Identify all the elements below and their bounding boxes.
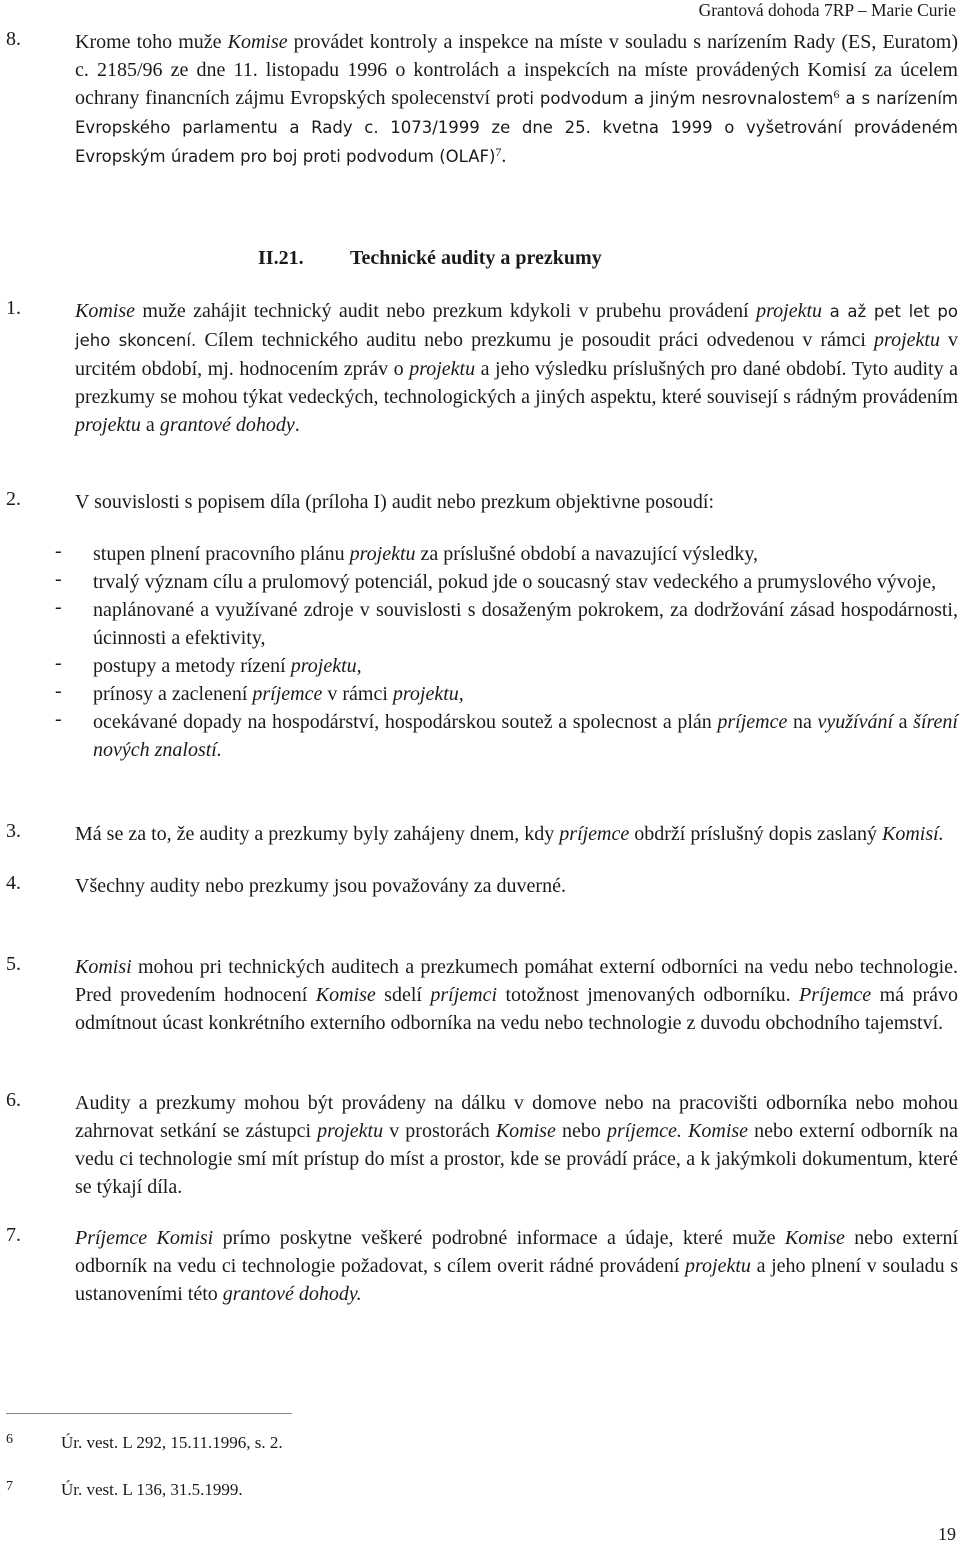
list-item: [55, 596, 958, 652]
text-run: v rámci: [322, 683, 393, 705]
paragraph-3: [6, 820, 958, 848]
text-run-italic: grantové dohody.: [222, 1283, 362, 1305]
list-bullet: -: [55, 652, 62, 674]
footnote-separator: [6, 1413, 292, 1414]
text-run-italic: Komise: [784, 1227, 845, 1249]
footnote-ref: 7: [495, 145, 502, 159]
text-run-italic: príjemce: [717, 711, 788, 733]
text-run: v prostorách: [383, 1120, 496, 1142]
section-heading: [258, 247, 602, 270]
section-title: Technické audity a prezkumy: [350, 247, 602, 269]
text-run: Cílem technického auditu nebo prezkumu je posoudit práci odvedenou v rámci: [204, 329, 875, 351]
paragraph-text: [75, 953, 958, 1037]
text-run: na: [787, 711, 818, 733]
text-run-italic: Komise: [315, 984, 376, 1006]
text-run-italic: Komise: [227, 31, 288, 53]
paragraph-text: [75, 28, 958, 171]
footnote: [6, 1432, 283, 1453]
text-run-italic: šírení nových znalostí.: [93, 711, 958, 761]
text-run-italic: projektu: [685, 1255, 751, 1277]
text-run: nebo: [555, 1120, 607, 1142]
text-run: nebo externí odborník na vedu ci technologie smí mít prístup do míst a prostor, kde se provádí práce, a k jakýmkoli dokumentum, které se týkají díla.: [75, 1120, 959, 1198]
text-run-italic: projektu: [349, 543, 416, 565]
paragraph-number: 1.: [6, 297, 21, 319]
paragraph-text: [75, 1089, 958, 1201]
text-run: Audity a prezkumy mohou být provádeny na dálku v domove nebo na pracovišti odborníka nebo mohou zahrnovat setkání se zástupci: [75, 1092, 958, 1142]
text-run: má právo odmítnout úcast konkrétního externího odborníka na vedu nebo technologie z duvodu obchodního tajemství.: [75, 984, 958, 1034]
footnote-text: Úr. vest. L 292, 15.11.1996, s. 2.: [61, 1433, 283, 1452]
paragraph-number: 3.: [6, 820, 21, 842]
text-run-italic: projektu,: [290, 655, 362, 677]
text-run: nebo externí odborník na vedu ci technologie požadovat, s cílem overit rádné provádení: [75, 1227, 959, 1277]
text-run-italic: Komisi: [75, 956, 132, 978]
list-item-text: naplánované a využívané zdroje v souvislosti s dosaženým pokrokem, za dodržování zásad hospodárnosti, úcinnosti a efektivity,: [93, 599, 958, 649]
list-item-text: trvalý význam cílu a prulomový potenciál, pokud jde o soucasný stav vedeckého a prumyslového vývoje,: [93, 571, 937, 593]
list-item: [55, 708, 958, 764]
text-run: proti podvodum a jiným nesrovnalostem: [495, 89, 834, 108]
text-run-italic: Komise: [75, 300, 135, 322]
text-run: a jeho výsledku príslušných pro dané období. Tyto audity a prezkumy se mohou týkat vedeckých, technologických a jiných aspektu, které souvisejí s rádným provádením: [75, 358, 958, 408]
list-bullet: -: [55, 596, 62, 618]
list-item: [55, 652, 958, 680]
text-run-italic: príjemce: [559, 823, 630, 845]
text-run: prímo poskytne veškeré podrobné informace a údaje, které muže: [213, 1227, 785, 1249]
text-run-italic: Komise: [495, 1120, 556, 1142]
text-run-italic: príjemce: [252, 683, 323, 705]
paragraph-text: [75, 297, 958, 439]
text-run: sdelí: [375, 984, 431, 1006]
footnote-ref: 6: [833, 87, 840, 101]
text-run: stupen plnení pracovního plánu: [93, 543, 350, 565]
text-run-italic: príjemci: [430, 984, 498, 1006]
text-run: za príslušné období a navazující výsledky,: [415, 543, 759, 565]
footnote-number: 7: [6, 1479, 13, 1494]
paragraph-4: [6, 872, 958, 900]
paragraph-number: 4.: [6, 872, 21, 894]
text-run-italic: grantové dohody: [159, 414, 295, 436]
text-run: Má se za to, že audity a prezkumy byly zahájeny dnem, kdy: [75, 823, 560, 845]
text-run-italic: projektu: [317, 1120, 384, 1142]
text-run-italic: projektu: [409, 358, 476, 380]
footnote: [6, 1479, 243, 1500]
list-bullet: -: [55, 540, 62, 562]
paragraph-8: [6, 28, 958, 171]
text-run-italic: projektu: [874, 329, 940, 351]
text-run-italic: Komisí.: [882, 823, 944, 845]
footnote-text: Úr. vest. L 136, 31.5.1999.: [61, 1480, 243, 1499]
list-bullet: -: [55, 680, 62, 702]
section-number: II.21.: [258, 247, 304, 269]
text-run-italic: príjemce.: [606, 1120, 682, 1142]
paragraph-number: 8.: [6, 28, 21, 50]
criteria-list: [55, 540, 958, 764]
text-run-italic: projektu: [756, 300, 823, 322]
text-run: muže zahájit technický audit nebo prezkum kdykoli v prubehu provádení: [135, 300, 757, 322]
text-run-italic: Príjemce: [799, 984, 872, 1006]
paragraph-number: 7.: [6, 1224, 21, 1246]
text-run: postupy a metody rízení: [93, 655, 291, 677]
paragraph-number: 6.: [6, 1089, 21, 1111]
paragraph-number: 2.: [6, 488, 21, 510]
list-bullet: -: [55, 568, 62, 590]
text-run: Krome toho muže: [75, 31, 228, 53]
text-run: prínosy a zaclenení: [93, 683, 253, 705]
paragraph-7: [6, 1224, 958, 1308]
text-run: a až pet let po jeho skoncení.: [75, 302, 958, 350]
text-run: a s narízením Evropského parlamentu a Rady c. 1073/1999 ze dne 25. kvetna 1999 o vyšetrování provádeném Evropským úradem pro boj proti podvodum (OLAF): [75, 89, 959, 166]
text-run: .: [501, 145, 507, 167]
text-run-italic: Príjemce Komisi: [75, 1227, 214, 1249]
list-item: [55, 680, 958, 708]
text-run-italic: projektu,: [392, 683, 464, 705]
footnote-number: 6: [6, 1432, 13, 1447]
paragraph-5: [6, 953, 958, 1037]
paragraph-6: [6, 1089, 958, 1201]
page-number: 19: [938, 1524, 956, 1544]
text-run: .: [294, 414, 300, 436]
text-run: a: [893, 711, 914, 733]
text-run: obdrží príslušný dopis zaslaný: [629, 823, 883, 845]
list-item: [55, 540, 958, 568]
paragraph-text: [75, 1224, 958, 1308]
text-run: a jeho plnení v souladu s ustanoveními této: [75, 1255, 958, 1305]
list-bullet: -: [55, 708, 62, 730]
paragraph-text: [75, 820, 958, 848]
text-run: a: [140, 414, 160, 436]
text-run-italic: využívání: [817, 711, 894, 733]
paragraph-text: Všechny audity nebo prezkumy jsou považovány za duverné.: [75, 875, 566, 897]
text-run: totožnost jmenovaných odborníku.: [497, 984, 799, 1006]
text-run: ocekávané dopady na hospodárství, hospodárskou soutež a spolecnost a plán: [93, 711, 718, 733]
text-run: mohou pri technických auditech a prezkumech pomáhat externí odborníci na vedu nebo technologie. Pred provedením hodnocení: [75, 956, 958, 1006]
text-run: v urcitém období, mj. hodnocením zpráv o: [75, 329, 959, 380]
paragraph-2: [6, 488, 958, 516]
list-item: [55, 568, 958, 596]
paragraph-number: 5.: [6, 953, 21, 975]
text-run-italic: Komise: [688, 1120, 749, 1142]
document-header: Grantová dohoda 7RP – Marie Curie: [698, 0, 956, 20]
text-run: provádet kontroly a inspekce na míste v souladu s narízením Rady (ES, Euratom) c. 2185/96 ze dne 11. listopadu 1996 o kontrolách a inspekcích na míste provádených Komisí za úcelem ochrany financních zájmu Evropských spolecenství: [75, 31, 958, 109]
text-run-italic: projektu: [75, 414, 141, 436]
paragraph-text: V souvislosti s popisem díla (príloha I) audit nebo prezkum objektivne posoudí:: [75, 491, 714, 513]
paragraph-1: [6, 297, 958, 439]
